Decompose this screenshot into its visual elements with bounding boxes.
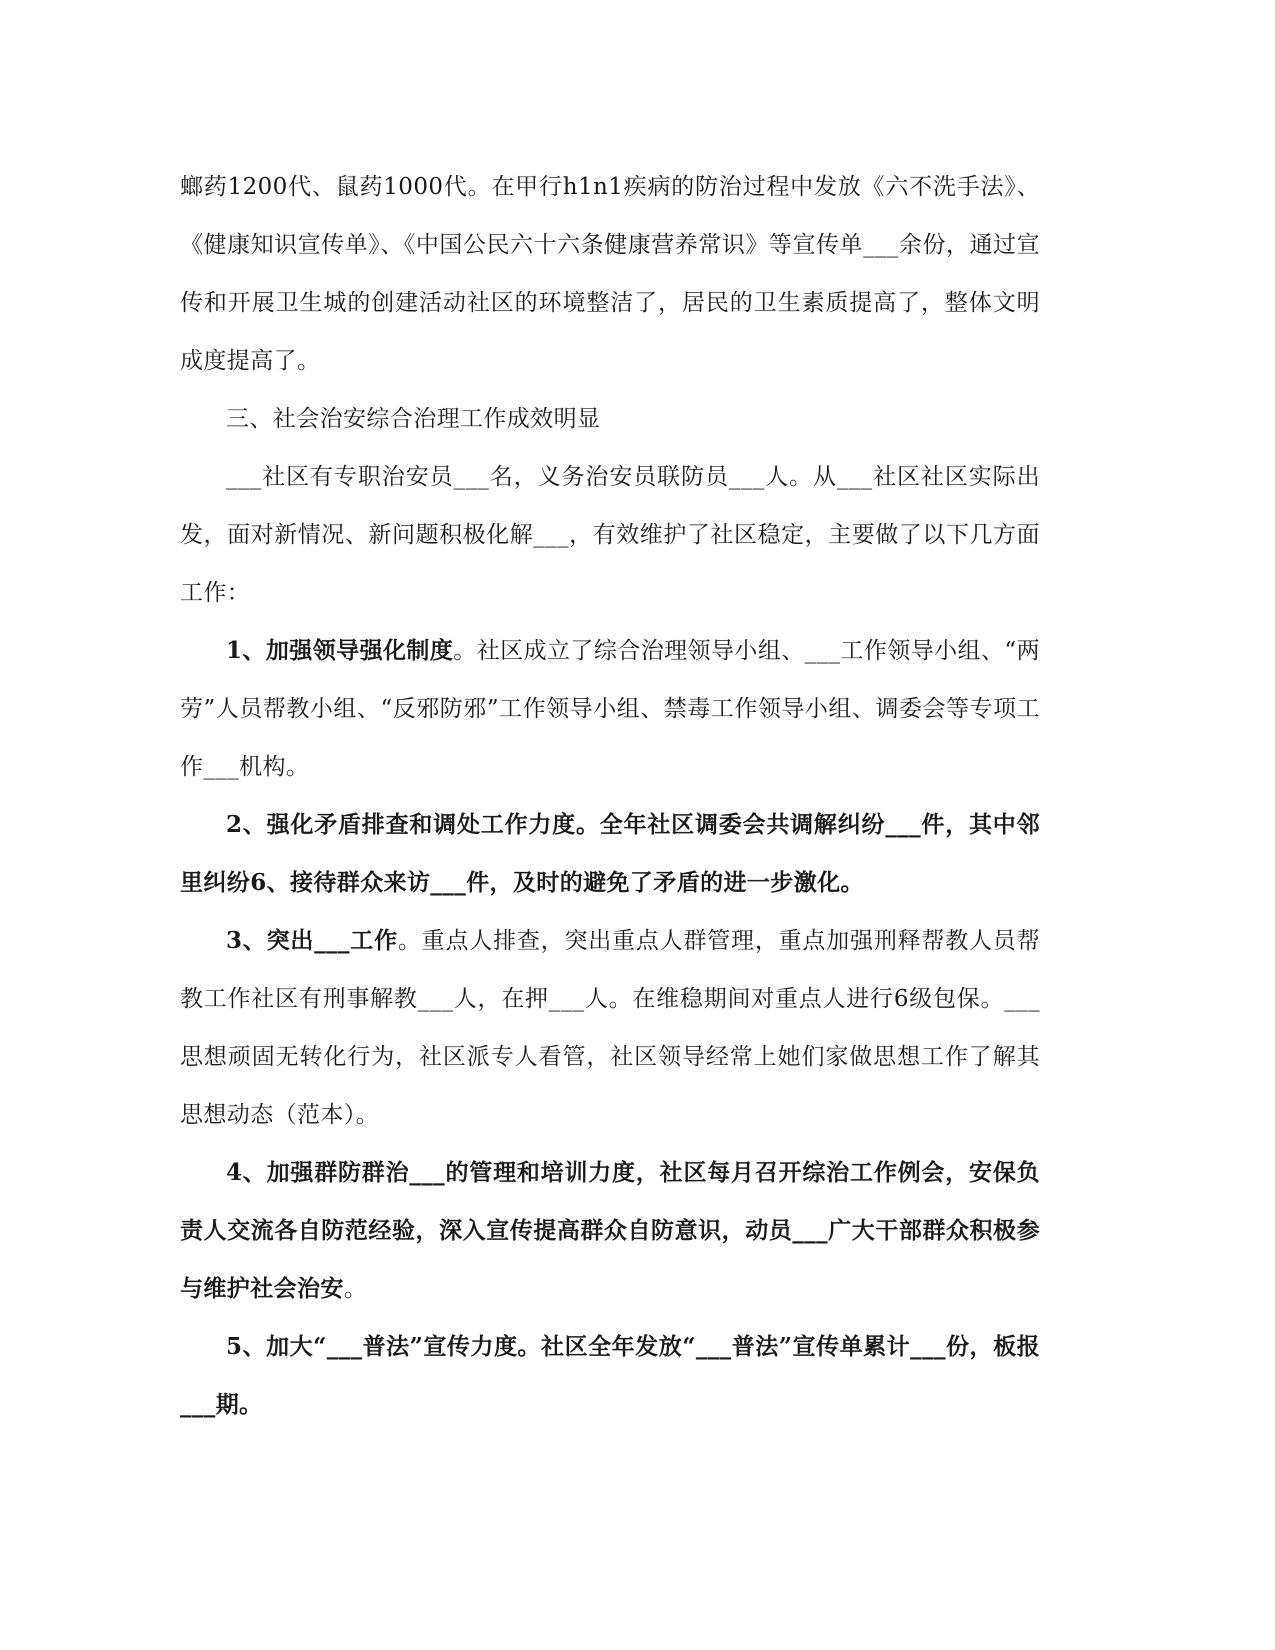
list-item-lead: 3、突出___工作 — [226, 927, 398, 954]
paragraph-text: ___社区有专职治安员___名，义务治安员联防员___人。从___社区社区实际出发，面对新情况、新问题积极化解___，有效维护了社区稳定，主要做了以下几方面工作： — [180, 464, 1040, 606]
list-item-lead: 5、加大“___普法”宣传力度。社区全年发放“___普法”宣传单累计___份，板报___期。 — [180, 1333, 1040, 1418]
list-item-3 — [180, 912, 1040, 1144]
list-item-1 — [180, 622, 1040, 796]
list-item-body: 。社区成立了综合治理领导小组、___工作领导小组、“两劳”人员帮教小组、“反邪防邪”工作领导小组、禁毒工作领导小组、调委会等专项工作___机构。 — [180, 638, 1040, 780]
list-item-lead: 4、加强群防群治___的管理和培训力度，社区每月召开综治工作例会，安保负责人交流各自防范经验，深入宣传提高群众自防意识，动员___广大干部群众积极参与维护社会治安 — [180, 1159, 1040, 1302]
list-item-5 — [180, 1318, 1040, 1434]
list-item-lead: 2、强化矛盾排查和调处工作力度。全年社区调委会共调解纠纷___件，其中邻里纠纷6、接待群众来访___件，及时的避免了矛盾的进一步激化。 — [180, 811, 1040, 896]
section-heading-text: 三、社会治安综合治理工作成效明显 — [226, 406, 601, 432]
paragraph-text: 螂药1200代、鼠药1000代。在甲行h1n1疾病的防治过程中发放《六不洗手法》、《健康知识宣传单》、《中国公民六十六条健康营养常识》等宣传单___余份，通过宣传和开展卫生城的创建活动社区的环境整洁了，居民的卫生素质提高了，整体文明成度提高了。 — [180, 174, 1040, 374]
list-item-2 — [180, 796, 1040, 912]
section-heading-public-security — [180, 390, 1040, 448]
paragraph-security-overview — [180, 448, 1040, 622]
list-item-body: 。 — [343, 1276, 368, 1302]
list-item-body: 。重点人排查，突出重点人群管理，重点加强刑释帮教人员帮教工作社区有刑事解教___人，在押___人。在维稳期间对重点人进行6级包保。___思想顽固无转化行为，社区派专人看管，社区领导经常上她们家做思想工作了解其思想动态（范本）。 — [180, 928, 1040, 1128]
document-body — [180, 158, 1040, 1434]
list-item-lead: 1、加强领导强化制度 — [226, 637, 454, 664]
paragraph-sanitation-summary — [180, 158, 1040, 390]
list-item-4 — [180, 1144, 1040, 1318]
